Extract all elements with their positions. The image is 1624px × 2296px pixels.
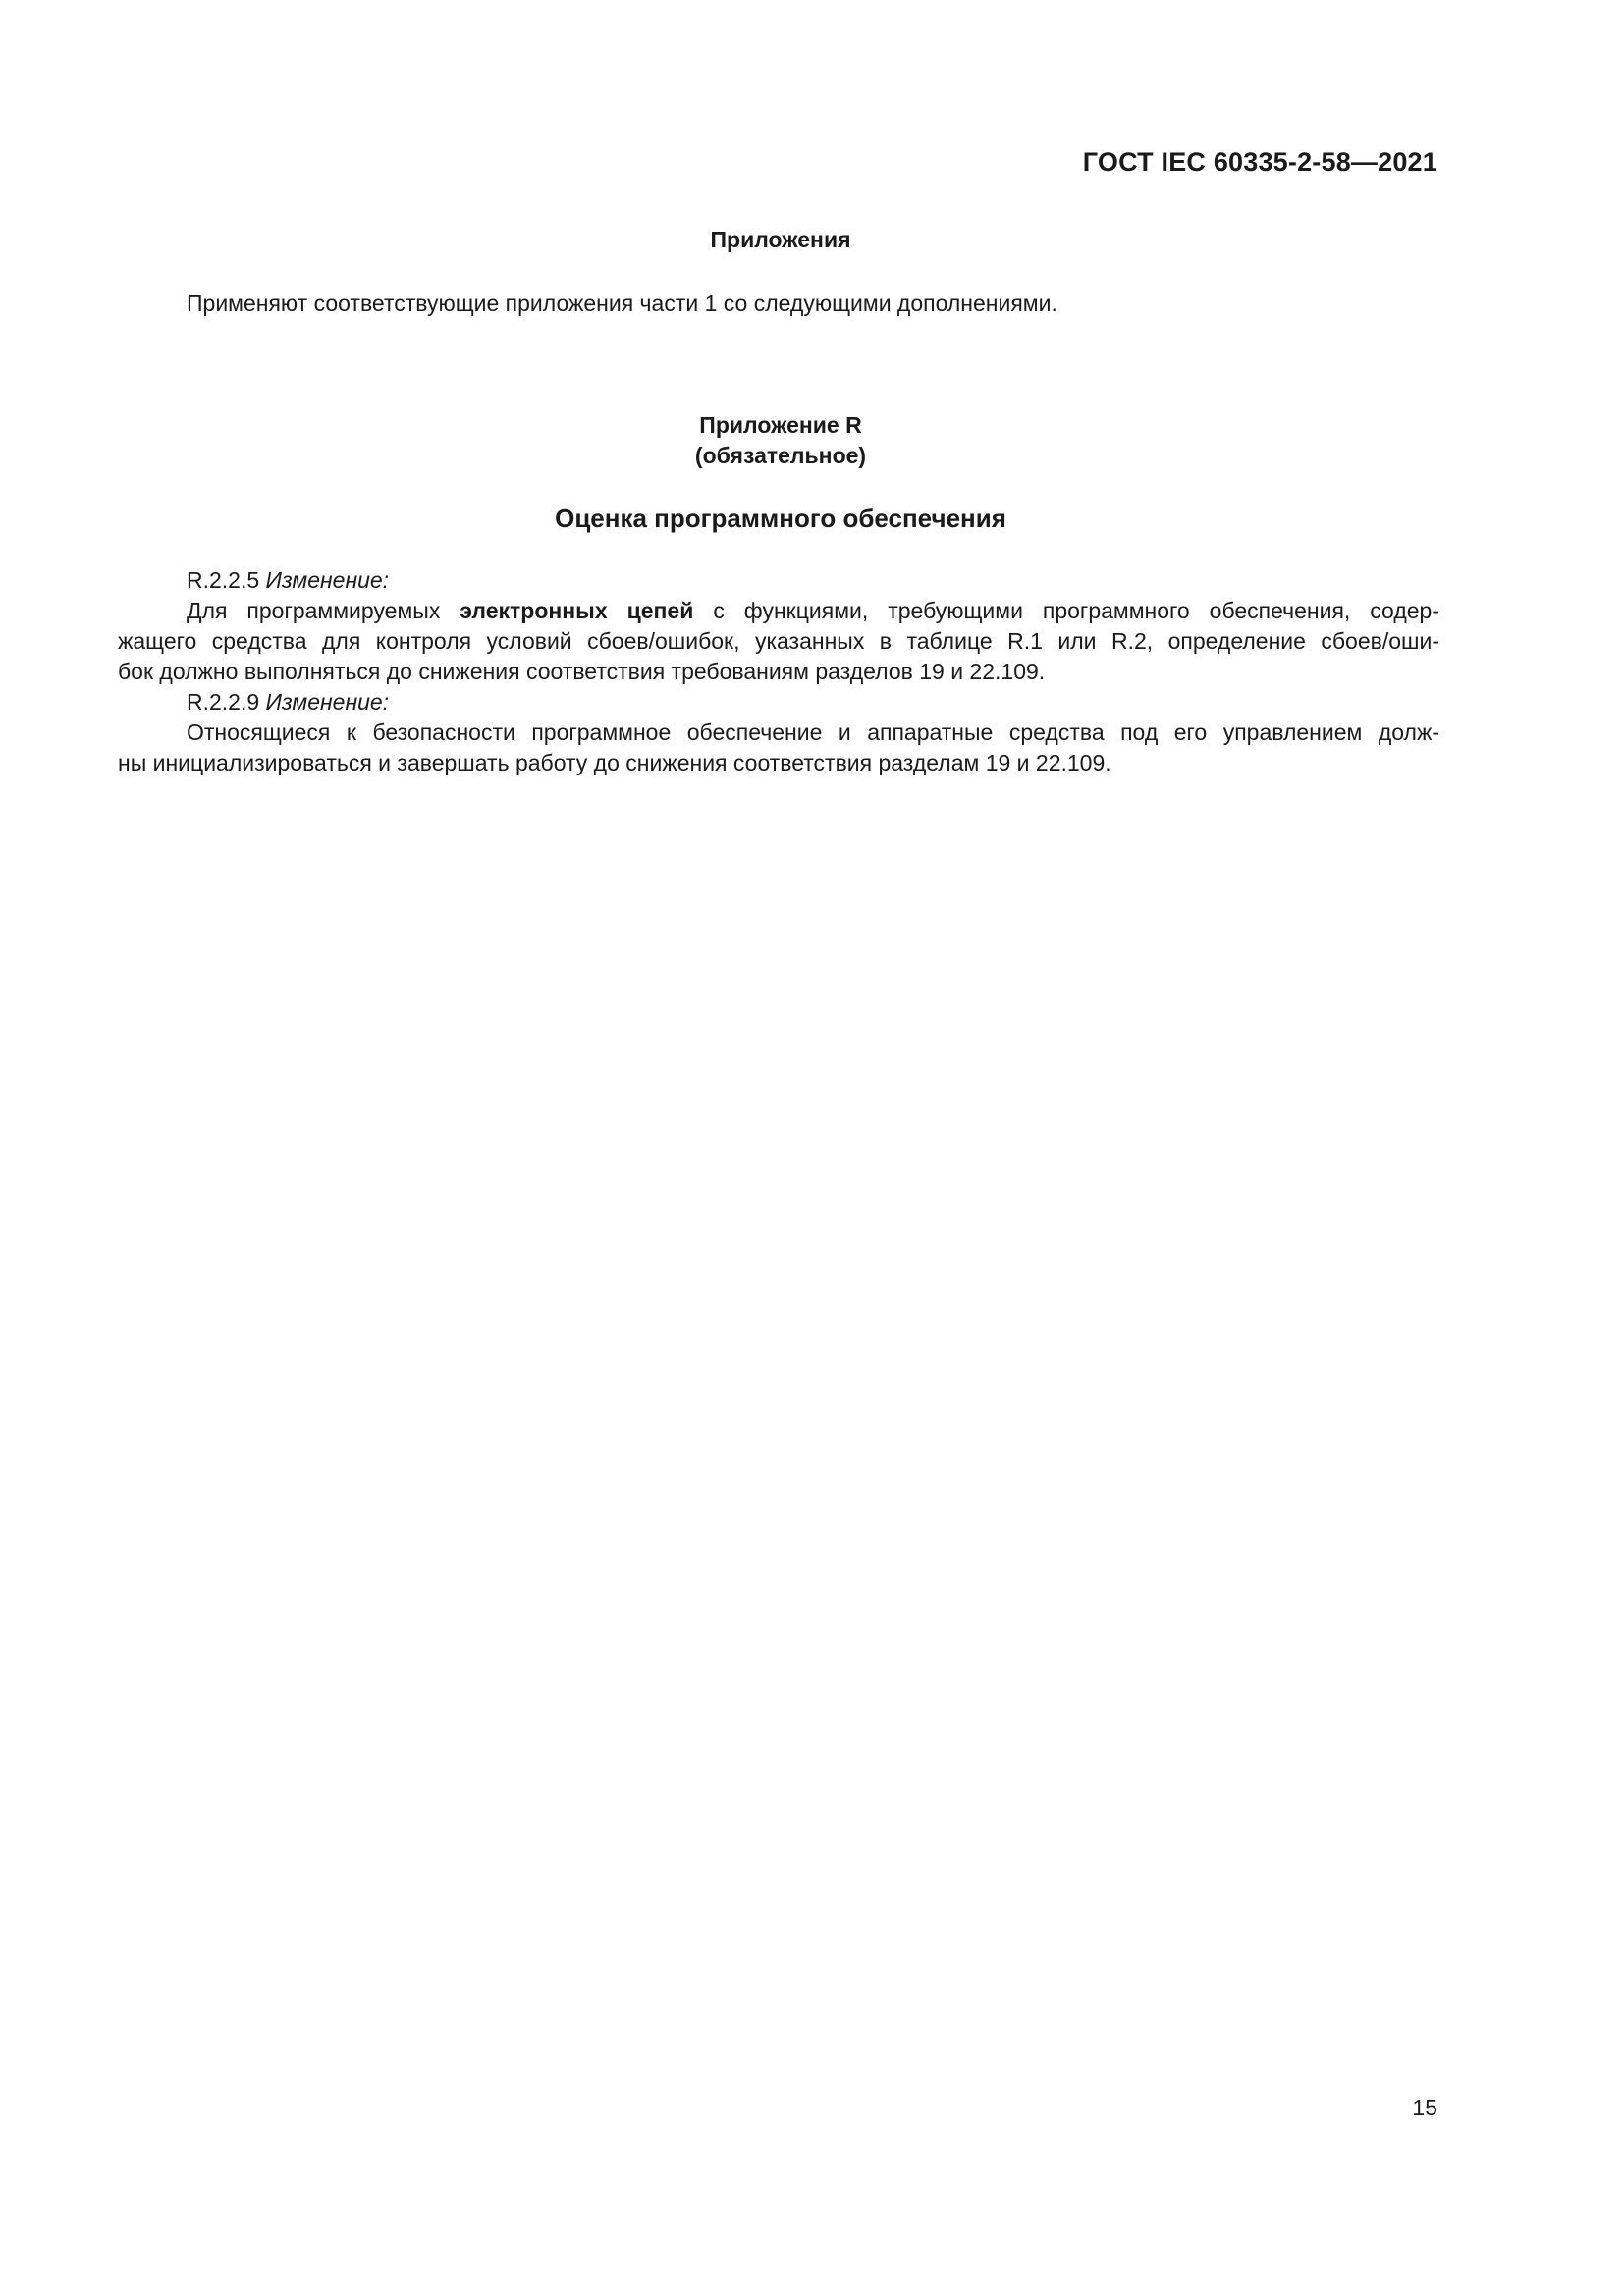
clause-number-line (118, 565, 1439, 596)
clause-label: Изменение: (265, 567, 390, 593)
clause-number: R.2.2.5 (187, 567, 260, 593)
annex-heading: Оценка программного обеспечения (555, 504, 1006, 533)
clause-number: R.2.2.9 (187, 689, 260, 715)
page-number: 15 (1412, 2095, 1437, 2120)
annex-title: Приложение R (699, 412, 862, 438)
clause-text-line: ны инициализироваться и завершать работу до снижения соответствия разделам 19 и 22.109. (118, 750, 1111, 775)
clause-text-line: Относящиеся к безопасности программное обеспечение и аппаратные средства под его управлением долж- (187, 720, 1439, 745)
clause-text-line: жащего средства для контроля условий сбоев/ошибок, указанных в таблице R.1 или R.2, определение сбоев/оши- (118, 628, 1439, 654)
clause-text-fragment: с функциями, требующими программного обеспечения, содер- (693, 598, 1439, 623)
clause-text-line (118, 596, 1439, 626)
clause-text-fragment: Для программируемых (187, 598, 460, 623)
clause-number-line (118, 687, 1439, 718)
clause-label: Изменение: (265, 689, 390, 715)
term-bold: электронных цепей (460, 598, 694, 623)
annex-body (118, 565, 1439, 778)
annex-title-block (0, 410, 1561, 471)
appendices-heading: Приложения (710, 227, 851, 252)
document-code: ГОСТ IEC 60335-2-58—2021 (1082, 147, 1437, 177)
appendices-intro: Применяют соответствующие приложения части 1 со следующими дополнениями. (187, 291, 1057, 316)
annex-status: (обязательное) (694, 443, 867, 468)
clause-text-line: бок должно выполняться до снижения соответствия требованиям разделов 19 и 22.109. (118, 659, 1046, 684)
